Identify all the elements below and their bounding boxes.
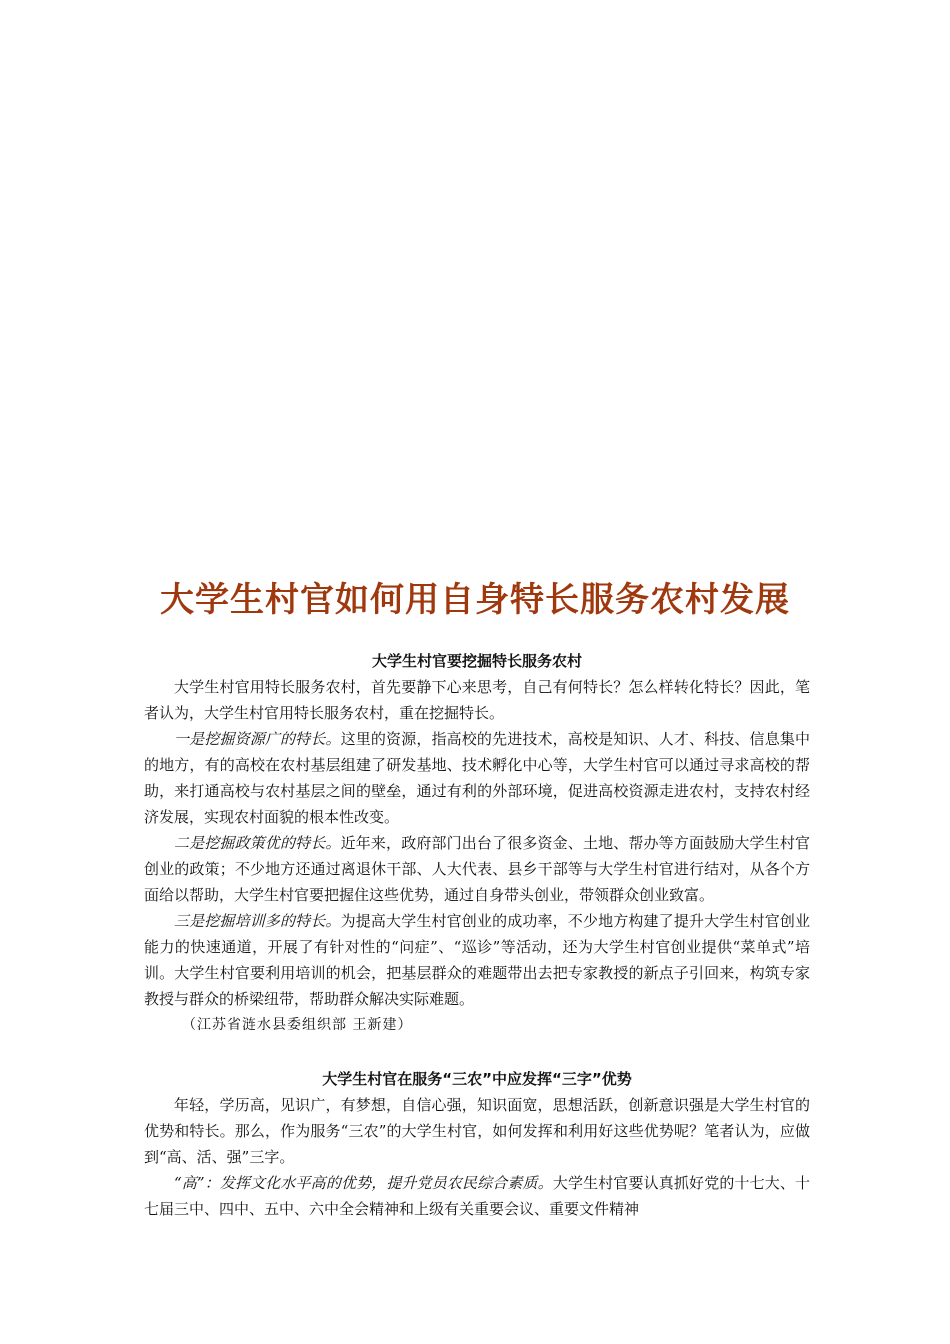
paragraph: 年轻，学历高，见识广，有梦想，自信心强，知识面宽，思想活跃，创新意识强是大学生村官的优势和特长。那么，作为服务“三农”的大学生村官，如何发挥和利用好这些优势呢？笔者认为，应做到“高、活、强”三字。 [144, 1096, 810, 1166]
paragraph [144, 1170, 810, 1222]
paragraph: 大学生村官用特长服务农村，首先要静下心来思考，自己有何特长？怎么样转化特长？因此，笔者认为，大学生村官用特长服务农村，重在挖掘特长。 [144, 678, 810, 722]
paragraph-lead: 一是挖掘资源广的特长。 [174, 730, 341, 748]
paragraph-body: 大学生村官要认真抓好党的十七大、十七届三中、四中、五中、六中全会精神和上级有关重要会议、重要文件精神 [144, 1174, 810, 1218]
paragraph-body: 为提高大学生村官创业的成功率，不少地方构建了提升大学生村官创业能力的快速通道，开展了有针对性的“问症”、“巡诊”等活动，还为大学生村官创业提供“菜单式”培训。大学生村官要利用培训的机会，把基层群众的难题带出去把专家教授的新点子引回来，构筑专家教授与群众的桥梁纽带，帮助群众解决实际难题。 [144, 912, 810, 1008]
paragraph-lead: 三是挖掘培训多的特长。 [174, 912, 341, 930]
article-section-2 [144, 1066, 810, 1222]
paragraph [144, 830, 810, 908]
paragraph [144, 908, 810, 1012]
section-heading: 大学生村官要挖掘特长服务农村 [371, 652, 582, 670]
source-attribution: （江苏省涟水县委组织部 王新建） [182, 1017, 413, 1033]
paragraph-lead: “高”：发挥文化水平高的优势，提升党员农民综合素质。 [174, 1174, 553, 1192]
paragraph [144, 726, 810, 830]
paragraph-body: 这里的资源，指高校的先进技术，高校是知识、人才、科技、信息集中的地方，有的高校在农村基层组建了研发基地、技术孵化中心等，大学生村官可以通过寻求高校的帮助，来打通高校与农村基层之间的壁垒，通过有利的外部环境，促进高校资源走进农村，支持农村经济发展，实现农村面貌的根本性改变。 [144, 730, 810, 826]
paragraph-body: 近年来，政府部门出台了很多资金、土地、帮办等方面鼓励大学生村官创业的政策；不少地方还通过离退休干部、人大代表、县乡干部等与大学生村官进行结对，从各个方面给以帮助，大学生村官要把握住这些优势，通过自身带头创业，带领群众创业致富。 [144, 834, 810, 904]
document-title: 大学生村官如何用自身特长服务农村发展 [160, 580, 790, 620]
paragraph-lead: 二是挖掘政策优的特长。 [174, 834, 341, 852]
section-heading: 大学生村官在服务“三农”中应发挥“三字”优势 [322, 1070, 632, 1088]
article-section-1 [144, 648, 810, 1038]
